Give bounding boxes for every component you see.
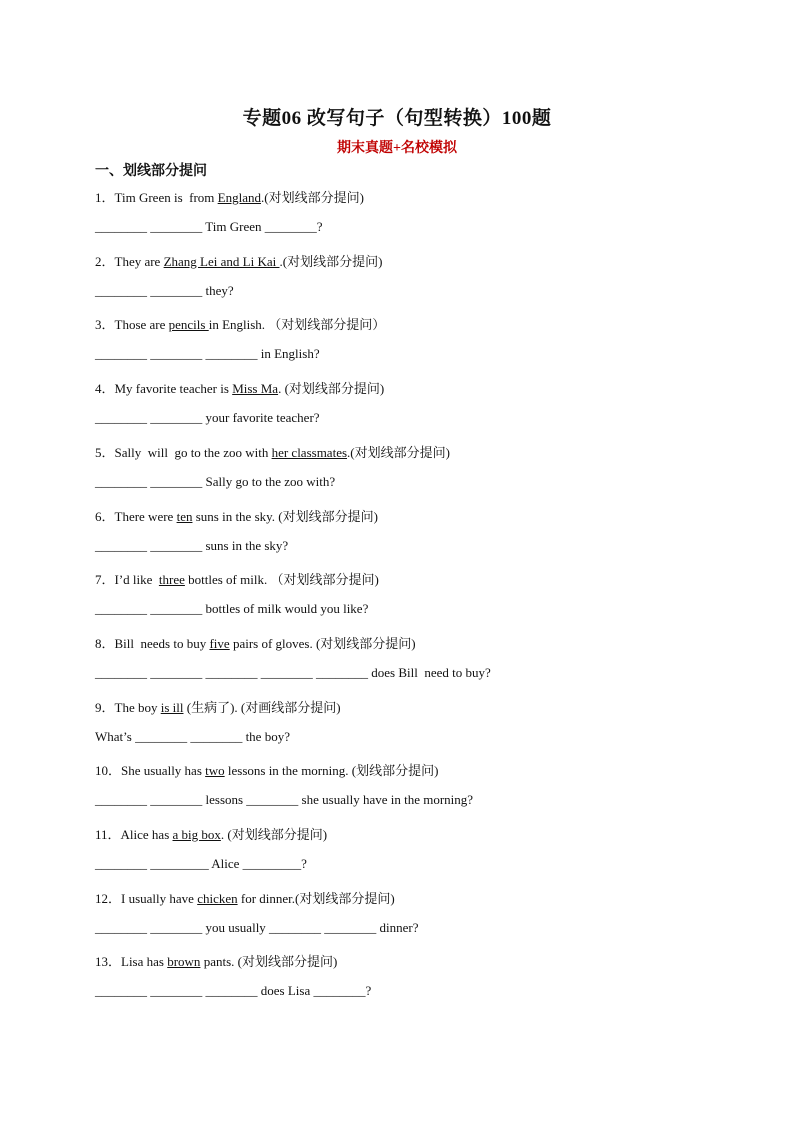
answer-line[interactable]: ________ ________ lessons ________ she usually have in the morning? [95, 792, 474, 808]
underlined-part: chicken [197, 890, 238, 906]
question-instruction: .(对划线部分提问) [347, 444, 450, 460]
answer-line[interactable]: ________ ________ ________ does Lisa ________? [95, 983, 372, 999]
question-instruction: in English. （对划线部分提问） [208, 317, 386, 333]
answer-line[interactable]: ________ ________ Sally go to the zoo with? [95, 473, 336, 489]
question-text: 8．Bill needs to buy [95, 635, 210, 651]
question-instruction: lessons in the morning. (划线部分提问) [224, 763, 439, 779]
underlined-part: pencils [168, 317, 209, 333]
question-text: 3．Those are [95, 317, 169, 333]
question-line [95, 187, 364, 206]
question-line [95, 697, 341, 716]
question-instruction: . (对划线部分提问) [278, 381, 385, 397]
question-instruction: suns in the sky. (对划线部分提问) [192, 508, 378, 524]
section-heading: 一、划线部分提问 [95, 164, 207, 179]
question-line [95, 314, 385, 333]
underlined-part: her classmates [271, 444, 348, 460]
question-line [95, 506, 378, 525]
underlined-part: three [158, 572, 185, 588]
underlined-part: brown [167, 954, 201, 970]
answer-line[interactable]: ________ ________ Tim Green ________? [95, 219, 323, 234]
question-line [95, 760, 438, 779]
question-text: 1．Tim Green is from [95, 190, 218, 205]
answer-line[interactable]: What’s ________ ________ the boy? [95, 728, 290, 744]
answer-line[interactable]: ________ ________ suns in the sky? [95, 537, 289, 553]
question-line [95, 442, 450, 461]
underlined-part: Zhang Lei and Li Kai [163, 253, 280, 269]
answer-line[interactable]: ________ _________ Alice _________? [95, 856, 307, 871]
question-text: 7．I’d like [95, 572, 159, 588]
answer-line[interactable]: ________ ________ you usually ________ ________ dinner? [95, 919, 419, 935]
question-line [95, 569, 379, 588]
question-line [95, 951, 337, 970]
question-text: 13．Lisa has [95, 954, 168, 970]
question-text: 9．The boy [95, 699, 161, 715]
underlined-part: two [205, 763, 225, 779]
question-instruction: for dinner.(对划线部分提问) [237, 890, 395, 906]
question-instruction: . (对划线部分提问) [220, 827, 328, 842]
answer-line[interactable]: ________ ________ ________ in English? [95, 346, 320, 362]
underlined-part: is ill [160, 699, 184, 715]
question-text: 4．My favorite teacher is [95, 381, 233, 397]
question-instruction: pants. (对划线部分提问) [200, 954, 338, 970]
page-title: 专题06 改写句子（句型转换）100题 [242, 108, 552, 129]
answer-line[interactable]: ________ ________ they? [95, 282, 234, 298]
question-text: 12．I usually have [95, 890, 198, 906]
question-instruction: pairs of gloves. (对划线部分提问) [229, 635, 416, 651]
question-line [95, 378, 384, 397]
underlined-part: ten [176, 508, 193, 524]
underlined-part: five [209, 635, 230, 651]
underlined-part: Miss Ma [232, 381, 279, 397]
answer-line[interactable]: ________ ________ your favorite teacher? [95, 410, 320, 426]
underlined-part: a big box [172, 827, 221, 842]
answer-line[interactable]: ________ ________ ________ ________ ________ does Bill need to buy? [95, 664, 491, 680]
question-instruction: .(对划线部分提问) [279, 253, 383, 269]
question-text: 2．They are [95, 253, 164, 269]
page-subtitle: 期末真题+名校模拟 [337, 141, 457, 156]
question-text: 10．She usually has [95, 763, 206, 779]
question-text: 5．Sally will go to the zoo with [95, 444, 272, 460]
question-line [95, 888, 395, 907]
question-text: 6．There were [95, 508, 177, 524]
question-instruction: bottles of milk. （对划线部分提问) [184, 572, 379, 588]
underlined-part: England [217, 190, 261, 205]
question-line [95, 251, 382, 270]
question-instruction: (生病了). (对画线部分提问) [183, 699, 341, 715]
question-instruction: .(对划线部分提问) [260, 190, 364, 205]
question-line [95, 824, 327, 843]
answer-line[interactable]: ________ ________ bottles of milk would you like? [95, 601, 369, 617]
question-line [95, 633, 416, 652]
question-text: 11．Alice has [95, 827, 173, 842]
